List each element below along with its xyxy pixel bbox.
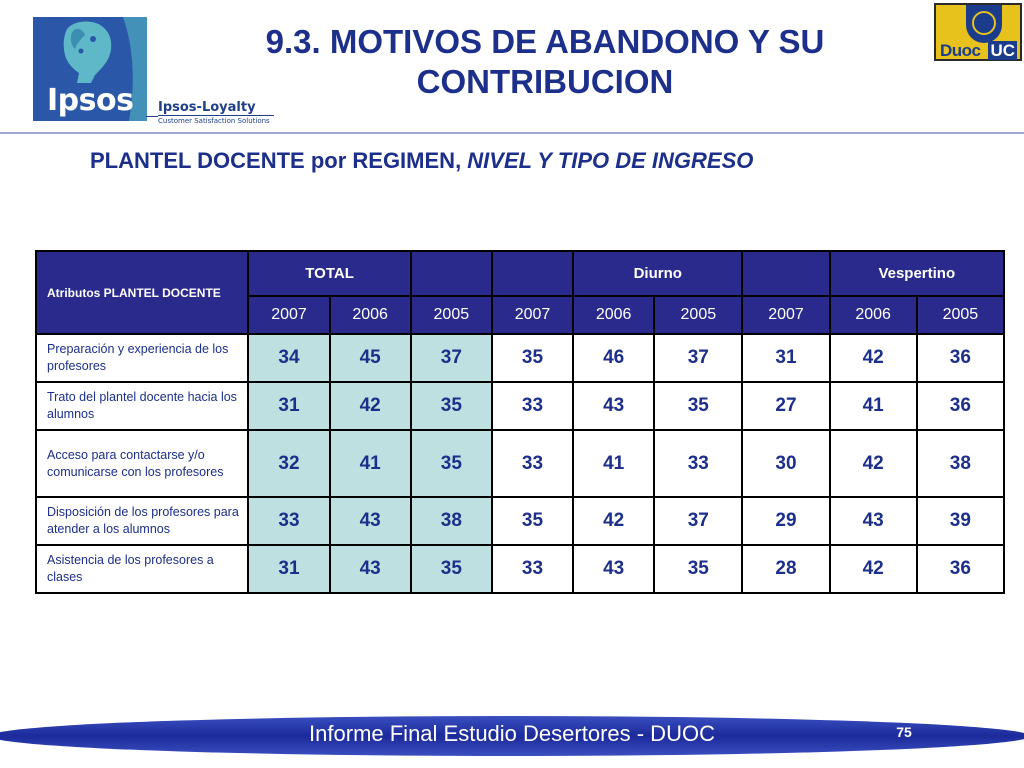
year-header: 2007 bbox=[492, 296, 573, 334]
value-cell: 27 bbox=[742, 382, 829, 430]
value-cell: 37 bbox=[411, 334, 492, 382]
value-cell: 32 bbox=[248, 430, 329, 497]
page-subtitle bbox=[90, 148, 753, 174]
value-cell: 33 bbox=[248, 497, 329, 545]
table-row bbox=[36, 382, 1004, 430]
value-cell: 36 bbox=[917, 382, 1004, 430]
group-header bbox=[742, 251, 829, 296]
value-cell: 31 bbox=[248, 382, 329, 430]
attribute-label: Acceso para contactarse y/o comunicarse con los profesores bbox=[36, 430, 248, 497]
page-title bbox=[180, 22, 910, 102]
group-header: TOTAL bbox=[248, 251, 410, 296]
value-cell: 36 bbox=[917, 334, 1004, 382]
attribute-header: Atributos PLANTEL DOCENTE bbox=[36, 251, 248, 334]
value-cell: 42 bbox=[830, 545, 917, 593]
ipsos-wordmark: Ipsos bbox=[47, 83, 134, 118]
page-title-line1: 9.3. MOTIVOS DE ABANDONO Y SU bbox=[265, 23, 825, 60]
value-cell: 30 bbox=[742, 430, 829, 497]
year-header: 2006 bbox=[573, 296, 654, 334]
year-header: 2006 bbox=[830, 296, 917, 334]
year-header: 2005 bbox=[654, 296, 742, 334]
year-header: 2006 bbox=[330, 296, 411, 334]
title-divider bbox=[0, 132, 1024, 134]
value-cell: 39 bbox=[917, 497, 1004, 545]
duoc-uc-logo bbox=[934, 3, 1022, 61]
ipsos-loyalty-brand: Ipsos-Loyalty bbox=[158, 100, 256, 115]
value-cell: 35 bbox=[411, 545, 492, 593]
value-cell: 43 bbox=[573, 545, 654, 593]
value-cell: 33 bbox=[492, 430, 573, 497]
table-row bbox=[36, 545, 1004, 593]
value-cell: 35 bbox=[492, 334, 573, 382]
value-cell: 33 bbox=[492, 545, 573, 593]
value-cell: 38 bbox=[411, 497, 492, 545]
table-row bbox=[36, 430, 1004, 497]
value-cell: 41 bbox=[573, 430, 654, 497]
value-cell: 41 bbox=[830, 382, 917, 430]
attribute-label: Disposición de los profesores para atender a los alumnos bbox=[36, 497, 248, 545]
value-cell: 42 bbox=[573, 497, 654, 545]
value-cell: 36 bbox=[917, 545, 1004, 593]
value-cell: 29 bbox=[742, 497, 829, 545]
value-cell: 31 bbox=[742, 334, 829, 382]
value-cell: 43 bbox=[330, 497, 411, 545]
group-header bbox=[411, 251, 492, 296]
attribute-label: Preparación y experiencia de los profesores bbox=[36, 334, 248, 382]
table-row bbox=[36, 497, 1004, 545]
page-number: 75 bbox=[896, 724, 912, 740]
value-cell: 43 bbox=[830, 497, 917, 545]
page-title-line2: CONTRIBUCION bbox=[416, 63, 674, 100]
group-header: Diurno bbox=[573, 251, 742, 296]
data-table bbox=[35, 250, 1005, 594]
value-cell: 35 bbox=[654, 382, 742, 430]
value-cell: 42 bbox=[830, 430, 917, 497]
subtitle-separator: , bbox=[455, 148, 468, 173]
subtitle-italic: NIVEL Y TIPO DE INGRESO bbox=[467, 148, 754, 173]
year-header: 2005 bbox=[917, 296, 1004, 334]
table-row bbox=[36, 334, 1004, 382]
value-cell: 28 bbox=[742, 545, 829, 593]
duoc-crest-icon bbox=[966, 5, 1002, 43]
value-cell: 35 bbox=[654, 545, 742, 593]
value-cell: 35 bbox=[411, 382, 492, 430]
year-header: 2005 bbox=[411, 296, 492, 334]
value-cell: 43 bbox=[330, 545, 411, 593]
value-cell: 31 bbox=[248, 545, 329, 593]
value-cell: 42 bbox=[330, 382, 411, 430]
ipsos-logo bbox=[33, 17, 147, 121]
value-cell: 37 bbox=[654, 334, 742, 382]
attribute-label: Trato del plantel docente hacia los alumnos bbox=[36, 382, 248, 430]
duoc-uc-mark: UC bbox=[990, 41, 1015, 60]
value-cell: 34 bbox=[248, 334, 329, 382]
group-header bbox=[492, 251, 573, 296]
footer-text: Informe Final Estudio Desertores - DUOC bbox=[309, 721, 715, 746]
value-cell: 35 bbox=[492, 497, 573, 545]
ipsos-loyalty-logo bbox=[158, 101, 274, 125]
duoc-wordmark: Duoc bbox=[940, 41, 981, 60]
value-cell: 37 bbox=[654, 497, 742, 545]
attribute-label: Asistencia de los profesores a clases bbox=[36, 545, 248, 593]
value-cell: 42 bbox=[830, 334, 917, 382]
subtitle-bold: PLANTEL DOCENTE por REGIMEN bbox=[90, 148, 456, 173]
value-cell: 33 bbox=[654, 430, 742, 497]
value-cell: 43 bbox=[573, 382, 654, 430]
year-header: 2007 bbox=[742, 296, 829, 334]
value-cell: 33 bbox=[492, 382, 573, 430]
group-header: Vespertino bbox=[830, 251, 1004, 296]
value-cell: 45 bbox=[330, 334, 411, 382]
value-cell: 38 bbox=[917, 430, 1004, 497]
value-cell: 41 bbox=[330, 430, 411, 497]
value-cell: 46 bbox=[573, 334, 654, 382]
year-header: 2007 bbox=[248, 296, 329, 334]
value-cell: 35 bbox=[411, 430, 492, 497]
ipsos-loyalty-tagline: Customer Satisfaction Solutions bbox=[158, 115, 274, 125]
